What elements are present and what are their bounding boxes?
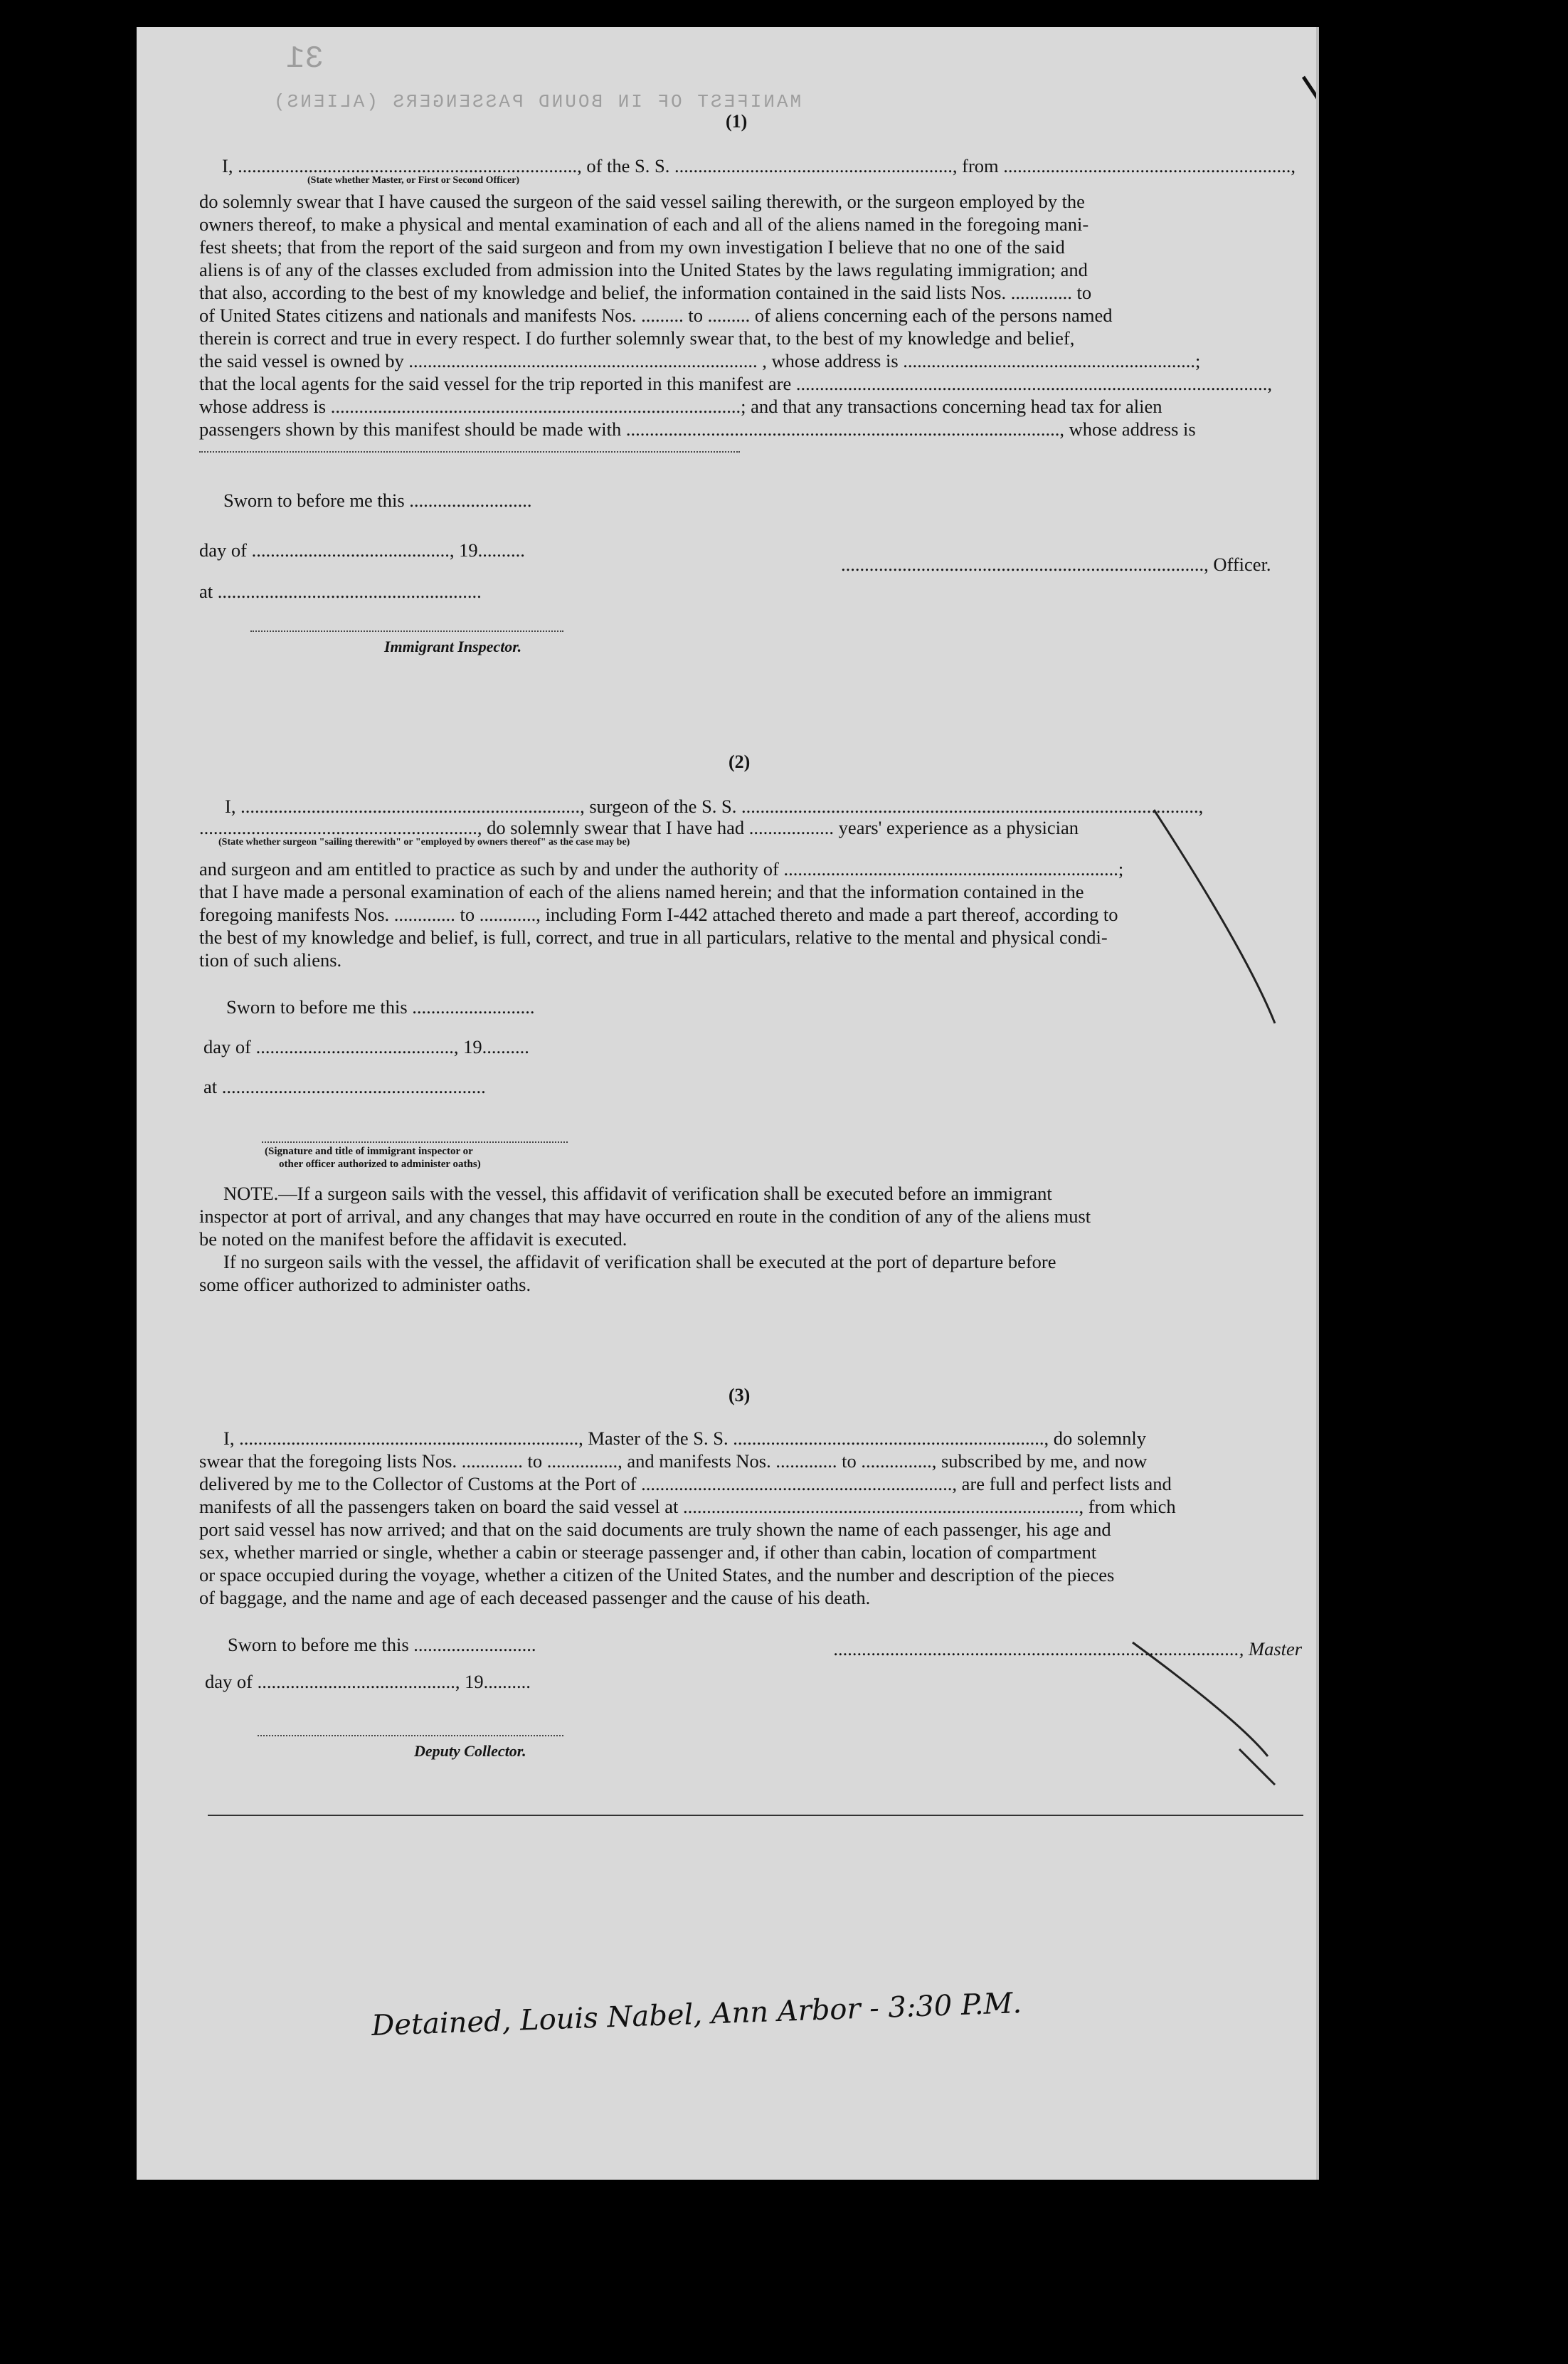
section-3-line: or space occupied during the voyage, whether a citizen of the United States, and the number and description of the pieces: [199, 1564, 1115, 1585]
signature-note: (Signature and title of immigrant inspector or: [265, 1146, 473, 1157]
section-1-line: aliens is of any of the classes excluded from admission into the United States by the laws regulating immigration; and: [199, 259, 1088, 280]
note-line: NOTE.—If a surgeon sails with the vessel, this affidavit of verification shall be executed before an immigrant: [223, 1183, 1052, 1204]
pen-stroke: [1303, 56, 1316, 98]
section-1-line: I, ........................................................................, of the S. S. ..........................................................., from .............................................................,: [222, 155, 1296, 176]
section-1-note: (State whether Master, or First or Second Officer): [307, 175, 520, 186]
section-2-line: ..........................................................., do solemnly swear that I have had .................. years' experience as a physician: [199, 817, 1079, 838]
section-3-day: day of .........................................., 19..........: [205, 1671, 531, 1692]
section-3-line: delivered by me to the Collector of Customs at the Port of .................................................................., are full and perfect lists and: [199, 1473, 1172, 1494]
section-3-sworn: Sworn to before me this ..........................: [228, 1634, 536, 1655]
section-1-line: the said vessel is owned by .......................................................................... , whose address is ..............................................................;: [199, 350, 1201, 371]
binder-hole: [1332, 1368, 1366, 1403]
section-3-line: I, ........................................................................, Master of the S. S. .................................................................., do solemnly: [223, 1428, 1146, 1449]
section-1-line: whose address is .......................................................................................; and that any transactions concerning head tax for alien: [199, 396, 1162, 417]
section-2-line: I, ........................................................................, surgeon of the S. S. .................................................................................................,: [225, 796, 1204, 817]
section-3-line: swear that the foregoing lists Nos. ............. to ..............., and manifests Nos. ............. to ..............., subscribed by me, and now: [199, 1450, 1148, 1472]
section-1-officer: ............................................................................., Officer.: [841, 554, 1271, 575]
binder-hole: [1339, 219, 1373, 253]
binder-hole: [1334, 710, 1368, 744]
signature-line: [262, 1141, 568, 1143]
section-1-sworn: Sworn to before me this ..........................: [223, 490, 532, 511]
deputy-collector-label: Deputy Collector.: [414, 1742, 526, 1760]
section-1-line: owners thereof, to make a physical and mental examination of each and all of the aliens named in the foregoing mani-: [199, 213, 1089, 235]
manifest-page: [137, 27, 1319, 2180]
binder-hole: [1335, 258, 1370, 292]
section-2-line: that I have made a personal examination of each of the aliens named herein; and that the information contained in the: [199, 881, 1084, 902]
section-3-line: of baggage, and the name and age of each deceased passenger and the cause of his death.: [199, 1587, 871, 1608]
section-1-day: day of .........................................., 19..........: [199, 539, 525, 561]
section-3-line: sex, whether married or single, whether a cabin or steerage passenger and, if other than cabin, location of compartment: [199, 1541, 1097, 1563]
binder-hole: [1332, 1852, 1366, 1887]
section-2-day: day of .........................................., 19..........: [203, 1036, 529, 1057]
section-2-line: foregoing manifests Nos. ............. to ............, including Form I-442 attached thereto and made a part thereof, according to: [199, 904, 1118, 925]
section-1-line: therein is correct and true in every respect. I do further solemnly swear that, to the best of my knowledge and belief,: [199, 327, 1075, 349]
section-2-sworn: Sworn to before me this ..........................: [226, 996, 535, 1018]
address-continuation-line: [199, 451, 740, 453]
immigrant-inspector-label: Immigrant Inspector.: [384, 638, 522, 655]
section-3-number: (3): [729, 1385, 751, 1405]
section-1-line: that also, according to the best of my knowledge and belief, the information contained in the said lists Nos. ............. to: [199, 282, 1092, 303]
note-line: some officer authorized to administer oaths.: [199, 1274, 531, 1295]
section-2-line: tion of such aliens.: [199, 949, 342, 971]
pen-stroke: [1133, 1642, 1268, 1756]
section-1-line: that the local agents for the said vessel for the trip reported in this manifest are ....................................................................................................,: [199, 373, 1273, 394]
section-3-line: manifests of all the passengers taken on board the said vessel at ...................................................................................., from which: [199, 1496, 1176, 1517]
binder-hole: [1335, 1813, 1370, 1847]
pen-stroke: [1239, 1749, 1275, 1785]
collector-signature-line: [258, 1735, 563, 1736]
section-2-number: (2): [729, 751, 751, 772]
note-line: If no surgeon sails with the vessel, the affidavit of verification shall be executed at the port of departure before: [223, 1251, 1056, 1272]
section-2-note: (State whether surgeon "sailing therewith" or "employed by owners thereof" as the case may be): [218, 837, 630, 848]
inspector-signature-line: [250, 630, 563, 632]
note-line: inspector at port of arrival, and any changes that may have occurred en route in the condition of any of the aliens must: [199, 1205, 1091, 1227]
bleed-through-title: MANIFEST OF IN BOUND PASSENGERS (ALIENS): [272, 91, 802, 112]
bleed-through-number: 31: [286, 41, 324, 77]
section-1-line: of United States citizens and nationals and manifests Nos. ......... to ......... of aliens concerning each of the persons named: [199, 305, 1113, 326]
bottom-rule: [208, 1815, 1303, 1816]
handwritten-annotation: Detained, Louis Nabel, Ann Arbor - 3:30 P.M.: [371, 1987, 1022, 2042]
section-1-line: fest sheets; that from the report of the said surgeon and from my own investigation I believe that no one of the said: [199, 236, 1065, 258]
section-2-at: at ........................................................: [203, 1076, 486, 1097]
signature-note: other officer authorized to administer oaths): [279, 1159, 481, 1170]
note-line: be noted on the manifest before the affidavit is executed.: [199, 1228, 627, 1250]
pen-stroke: [1154, 810, 1275, 1023]
section-2-line: and surgeon and am entitled to practice as such by and under the authority of .......................................................................;: [199, 858, 1124, 880]
section-3-line: port said vessel has now arrived; and that on the said documents are truly shown the name of each passenger, his age and: [199, 1519, 1111, 1540]
section-1-at: at ........................................................: [199, 581, 482, 602]
binder-hole: [1332, 1038, 1366, 1072]
section-1-line: passengers shown by this manifest should be made with ............................................................................................, whose address is: [199, 418, 1196, 440]
section-1-number: (1): [726, 111, 748, 132]
section-2-line: the best of my knowledge and belief, is full, correct, and true in all particulars, relative to the mental and physical condi-: [199, 927, 1108, 948]
section-3-master: ......................................................................................, Master: [834, 1638, 1303, 1659]
section-1-line: do solemnly swear that I have caused the surgeon of the said vessel sailing therewith, or the surgeon employed by the: [199, 191, 1085, 212]
